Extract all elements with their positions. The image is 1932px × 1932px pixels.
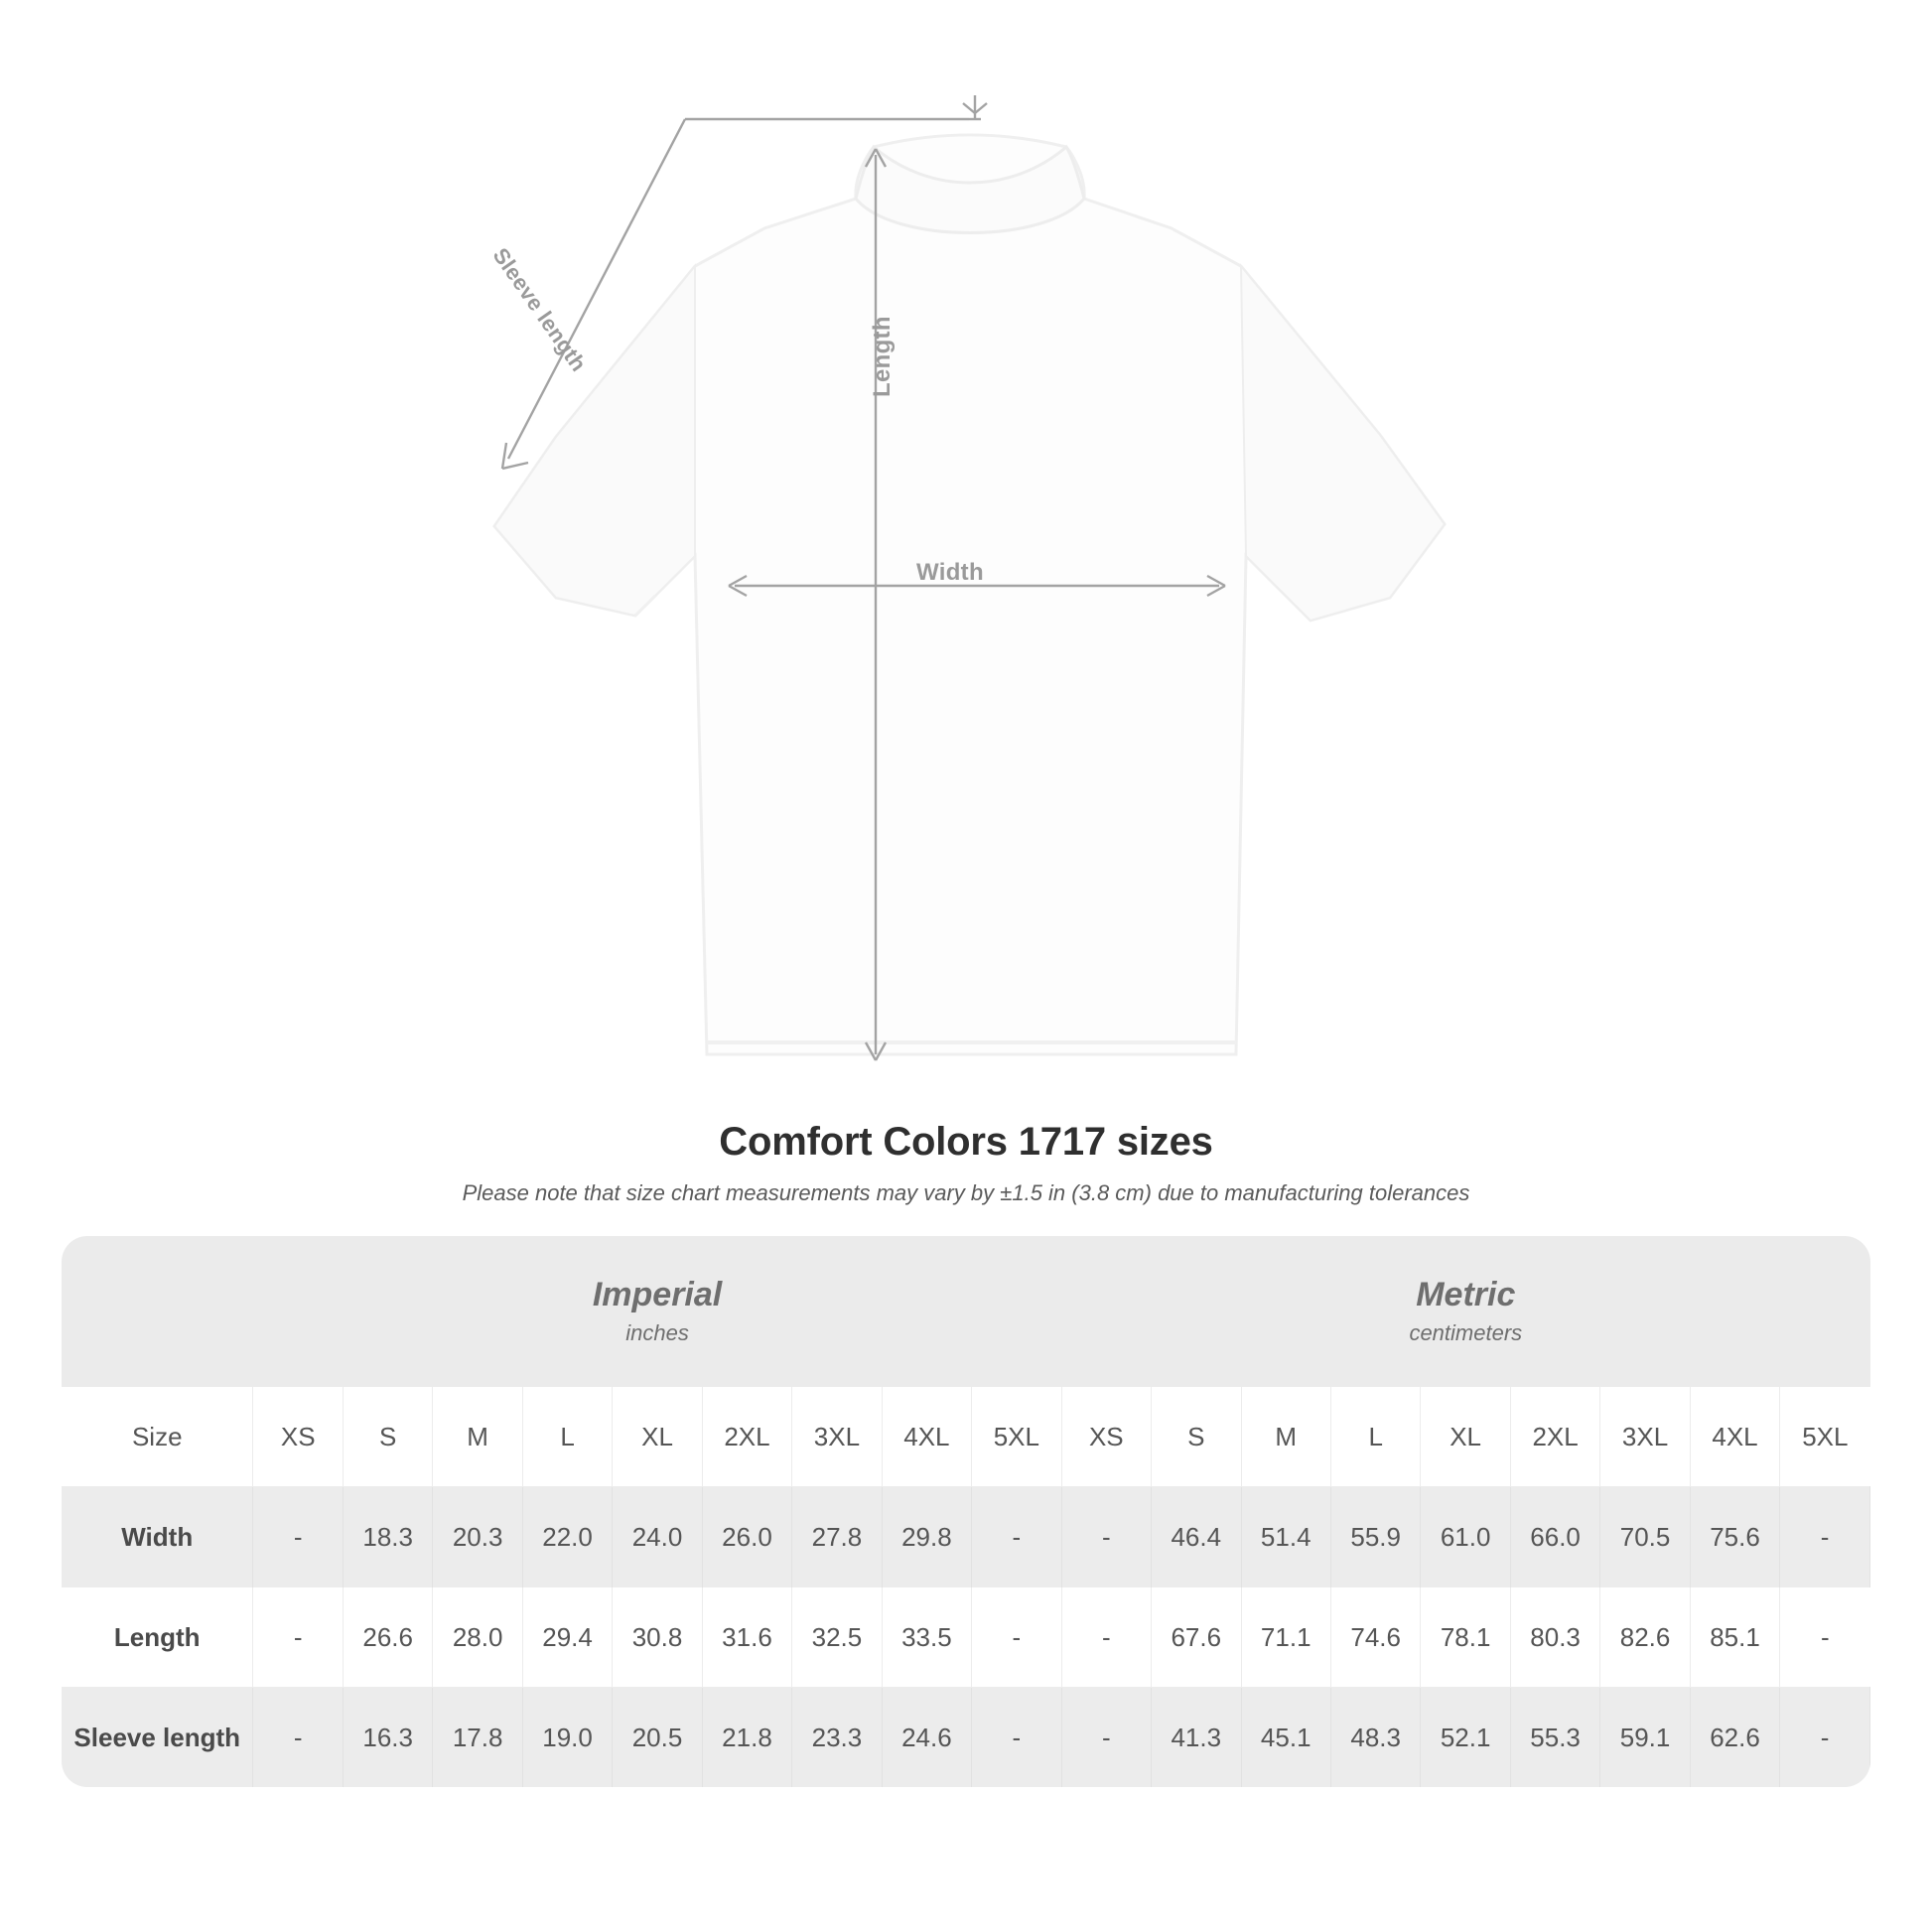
cell-sleeve-metric-m: 45.1 bbox=[1241, 1688, 1330, 1788]
cell-sleeve-imperial-3xl: 23.3 bbox=[792, 1688, 882, 1788]
page-title: Comfort Colors 1717 sizes bbox=[719, 1120, 1213, 1164]
cell-length-imperial-m: 28.0 bbox=[433, 1587, 522, 1688]
size-header-metric-3xl: 3XL bbox=[1600, 1387, 1690, 1487]
size-chart-table bbox=[62, 1236, 1870, 1787]
system-header-row bbox=[62, 1236, 1870, 1387]
cell-width-imperial-xs: - bbox=[253, 1487, 343, 1587]
cell-sleeve-metric-3xl: 59.1 bbox=[1600, 1688, 1690, 1788]
cell-length-imperial-xl: 30.8 bbox=[613, 1587, 702, 1688]
table-row bbox=[62, 1487, 1870, 1587]
cell-sleeve-metric-5xl: - bbox=[1780, 1688, 1870, 1788]
cell-sleeve-imperial-s: 16.3 bbox=[343, 1688, 432, 1788]
system-header-metric bbox=[1061, 1236, 1869, 1387]
cell-length-imperial-4xl: 33.5 bbox=[882, 1587, 971, 1688]
system-name-imperial: Imperial bbox=[592, 1276, 723, 1314]
size-chart-table-wrapper bbox=[62, 1236, 1870, 1787]
size-header-imperial-4xl: 4XL bbox=[882, 1387, 971, 1487]
cell-sleeve-metric-xs: - bbox=[1061, 1688, 1151, 1788]
cell-sleeve-metric-l: 48.3 bbox=[1330, 1688, 1420, 1788]
size-header-metric-2xl: 2XL bbox=[1510, 1387, 1599, 1487]
cell-sleeve-imperial-5xl: - bbox=[972, 1688, 1061, 1788]
size-header-metric-xs: XS bbox=[1061, 1387, 1151, 1487]
cell-sleeve-imperial-xl: 20.5 bbox=[613, 1688, 702, 1788]
cell-sleeve-imperial-4xl: 24.6 bbox=[882, 1688, 971, 1788]
system-unit-imperial: inches bbox=[625, 1319, 689, 1345]
tshirt-shape bbox=[494, 135, 1445, 1054]
system-header-imperial bbox=[253, 1236, 1061, 1387]
cell-length-metric-5xl: - bbox=[1780, 1587, 1870, 1688]
cell-length-metric-xl: 78.1 bbox=[1421, 1587, 1510, 1688]
size-header-label: Size bbox=[62, 1387, 253, 1487]
size-header-metric-xl: XL bbox=[1421, 1387, 1510, 1487]
size-header-row bbox=[62, 1387, 1870, 1487]
cell-width-metric-xs: - bbox=[1061, 1487, 1151, 1587]
cell-length-imperial-3xl: 32.5 bbox=[792, 1587, 882, 1688]
cell-sleeve-metric-xl: 52.1 bbox=[1421, 1688, 1510, 1788]
cell-sleeve-metric-s: 41.3 bbox=[1152, 1688, 1241, 1788]
row-label-length: Length bbox=[62, 1587, 253, 1688]
cell-width-imperial-5xl: - bbox=[972, 1487, 1061, 1587]
system-unit-metric: centimeters bbox=[1409, 1319, 1523, 1345]
size-header-imperial-5xl: 5XL bbox=[972, 1387, 1061, 1487]
cell-width-metric-3xl: 70.5 bbox=[1600, 1487, 1690, 1587]
cell-sleeve-imperial-l: 19.0 bbox=[522, 1688, 612, 1788]
cell-length-imperial-5xl: - bbox=[972, 1587, 1061, 1688]
cell-width-imperial-xl: 24.0 bbox=[613, 1487, 702, 1587]
table-row bbox=[62, 1688, 1870, 1788]
cell-width-imperial-l: 22.0 bbox=[522, 1487, 612, 1587]
cell-length-metric-3xl: 82.6 bbox=[1600, 1587, 1690, 1688]
cell-width-imperial-m: 20.3 bbox=[433, 1487, 522, 1587]
cell-sleeve-metric-4xl: 62.6 bbox=[1690, 1688, 1779, 1788]
size-header-imperial-xl: XL bbox=[613, 1387, 702, 1487]
cell-length-metric-xs: - bbox=[1061, 1587, 1151, 1688]
size-header-imperial-2xl: 2XL bbox=[702, 1387, 791, 1487]
cell-sleeve-imperial-2xl: 21.8 bbox=[702, 1688, 791, 1788]
row-label-sleeve-length: Sleeve length bbox=[62, 1688, 253, 1788]
cell-length-metric-4xl: 85.1 bbox=[1690, 1587, 1779, 1688]
cell-length-metric-s: 67.6 bbox=[1152, 1587, 1241, 1688]
table-row bbox=[62, 1587, 1870, 1688]
cell-length-metric-l: 74.6 bbox=[1330, 1587, 1420, 1688]
system-header-spacer bbox=[62, 1236, 253, 1387]
cell-width-imperial-s: 18.3 bbox=[343, 1487, 432, 1587]
cell-length-imperial-2xl: 31.6 bbox=[702, 1587, 791, 1688]
cell-width-metric-2xl: 66.0 bbox=[1510, 1487, 1599, 1587]
size-header-metric-l: L bbox=[1330, 1387, 1420, 1487]
label-sleeve-length: Sleeve length bbox=[487, 243, 592, 376]
size-header-imperial-xs: XS bbox=[253, 1387, 343, 1487]
row-label-width: Width bbox=[62, 1487, 253, 1587]
cell-width-metric-l: 55.9 bbox=[1330, 1487, 1420, 1587]
cell-width-imperial-4xl: 29.8 bbox=[882, 1487, 971, 1587]
size-header-metric-s: S bbox=[1152, 1387, 1241, 1487]
cell-length-imperial-l: 29.4 bbox=[522, 1587, 612, 1688]
cell-width-metric-xl: 61.0 bbox=[1421, 1487, 1510, 1587]
size-header-metric-m: M bbox=[1241, 1387, 1330, 1487]
cell-width-metric-m: 51.4 bbox=[1241, 1487, 1330, 1587]
label-width: Width bbox=[916, 559, 984, 586]
size-header-metric-5xl: 5XL bbox=[1780, 1387, 1870, 1487]
system-name-metric: Metric bbox=[1416, 1276, 1516, 1314]
size-header-imperial-s: S bbox=[343, 1387, 432, 1487]
cell-length-metric-m: 71.1 bbox=[1241, 1587, 1330, 1688]
cell-width-imperial-2xl: 26.0 bbox=[702, 1487, 791, 1587]
size-header-metric-4xl: 4XL bbox=[1690, 1387, 1779, 1487]
size-header-imperial-3xl: 3XL bbox=[792, 1387, 882, 1487]
title-block bbox=[0, 1120, 1932, 1206]
cell-width-metric-s: 46.4 bbox=[1152, 1487, 1241, 1587]
size-header-imperial-l: L bbox=[522, 1387, 612, 1487]
cell-sleeve-metric-2xl: 55.3 bbox=[1510, 1688, 1599, 1788]
cell-sleeve-imperial-xs: - bbox=[253, 1688, 343, 1788]
cell-length-imperial-xs: - bbox=[253, 1587, 343, 1688]
tolerance-note: Please note that size chart measurements may vary by ±1.5 in (3.8 cm) due to manufacturing tolerances bbox=[462, 1180, 1470, 1205]
cell-sleeve-imperial-m: 17.8 bbox=[433, 1688, 522, 1788]
cell-width-metric-4xl: 75.6 bbox=[1690, 1487, 1779, 1587]
cell-width-imperial-3xl: 27.8 bbox=[792, 1487, 882, 1587]
label-length: Length bbox=[869, 316, 896, 397]
cell-length-imperial-s: 26.6 bbox=[343, 1587, 432, 1688]
cell-length-metric-2xl: 80.3 bbox=[1510, 1587, 1599, 1688]
size-header-imperial-m: M bbox=[433, 1387, 522, 1487]
cell-width-metric-5xl: - bbox=[1780, 1487, 1870, 1587]
